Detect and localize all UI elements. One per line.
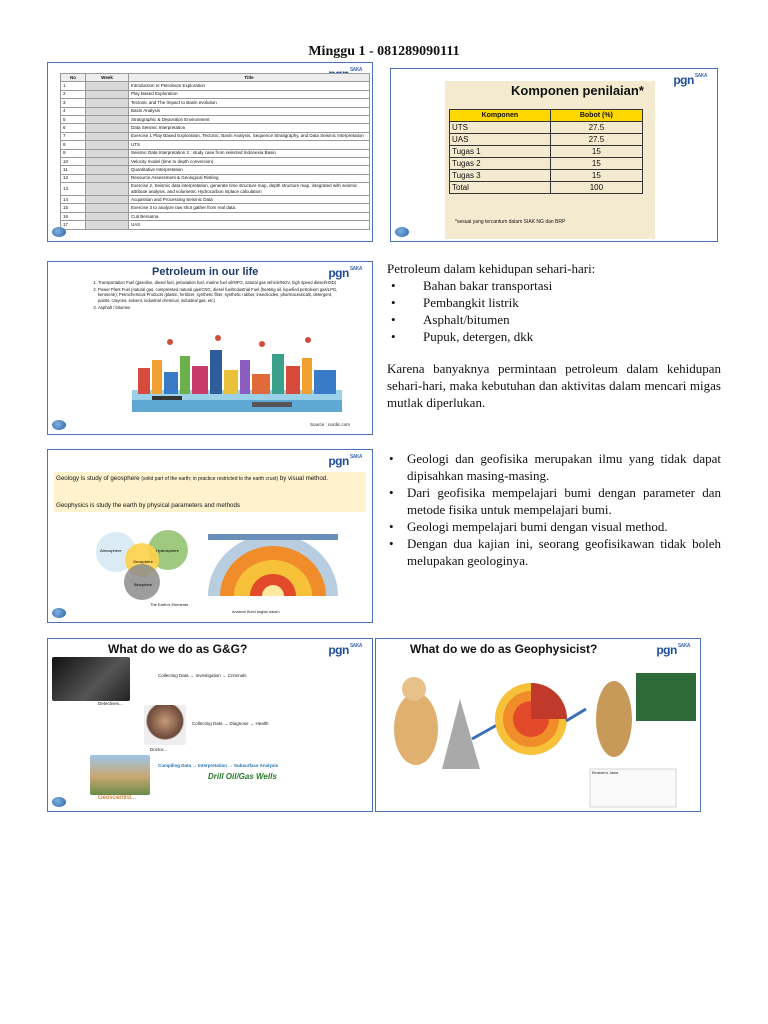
slide-week-table <box>47 62 373 242</box>
geophysicist-illustration <box>376 659 701 809</box>
detective-chain: Collecting Data → Investigation → Criminals <box>158 673 247 678</box>
row-title: Stratigraphic & Deposition Environment <box>129 115 370 123</box>
pgn-logo: pgnSAKA <box>328 643 362 657</box>
table-row <box>61 82 370 90</box>
list-item: 2. Power Plant Fuel (natural gas, compressed natural gas/CNG, diesel fuel/Industrial Fuel (heating oil, liquefied petroleum gas/LPG, kerosene); Petrochemical Products (plastic, fertilizer, synthetic fiber, synthetic rubber, insecticides, pharmaceuticals, detergent, paints, crayons, solvent, industrial chemical, industrial gas, etc) <box>98 287 338 303</box>
week-table <box>60 73 370 230</box>
row-title: Play Based Exploration <box>129 90 370 98</box>
row-title: Exercise 1 Play Based Exploration, Tectonic, Basin Analysis, Sequence Stratigraphy, and Data Seismic Interpretation <box>129 132 370 140</box>
pgn-logo: pgnSAKA <box>328 454 362 468</box>
table-row <box>61 132 370 140</box>
doctor-label: Doctor... <box>150 747 167 752</box>
row-number: 8 <box>61 141 86 149</box>
row-title: Data Seismic Interpretation <box>129 124 370 132</box>
petroleum-uses-list <box>90 280 338 312</box>
table-row <box>61 107 370 115</box>
page-title: Minggu 1 - 081289090111 <box>308 44 460 59</box>
row-week <box>86 149 129 157</box>
row-week <box>86 174 129 182</box>
petroleum-title: Petroleum in our life <box>152 266 259 278</box>
slide-gg <box>47 638 373 812</box>
table-row <box>61 183 370 196</box>
svg-text:Biosphere: Biosphere <box>134 582 153 587</box>
list-item: 1. Transportation Fuel (gasoline, diesel fuel, jet/aviation fuel, marine fuel oil/MFO, natural gas vehicle/NGV, high speed diesel/HSD) <box>98 280 338 285</box>
row-week <box>86 90 129 98</box>
row-title: UAS <box>129 221 370 229</box>
table-row <box>450 182 643 194</box>
pgn-logo: pgnSAKA <box>328 266 362 280</box>
row-number: 5 <box>61 115 86 123</box>
petroleum-paragraph: Karena banyaknya permintaan petroleum dalam kehidupan sehari-hari, maka kebutuhan dan aktivitas dalam mencari migas mutlak diperlukan. <box>387 361 721 410</box>
col-title: Title <box>129 74 370 82</box>
source-caption: Source : nordic.com <box>310 422 351 427</box>
row-week <box>86 107 129 115</box>
row-week <box>86 204 129 212</box>
row-number: 16 <box>61 212 86 220</box>
col-bobot: Bobot (%) <box>550 110 642 122</box>
row-number: 11 <box>61 166 86 174</box>
detective-label: Detectives... <box>98 701 123 706</box>
detective-photo <box>52 657 130 701</box>
row-number: 13 <box>61 183 86 196</box>
board-caption: Einstein's Jawa <box>592 771 619 775</box>
table-row <box>450 134 643 146</box>
komponen-title: Komponen penilaian* <box>511 83 644 98</box>
petroleum-bullets <box>387 277 721 345</box>
row-title: Tectonic and The Impact to Basin evolution <box>129 99 370 107</box>
komponen-name: Tugas 3 <box>450 170 551 182</box>
geo-text <box>385 450 721 569</box>
row-number: 10 <box>61 157 86 165</box>
row-number: 4 <box>61 107 86 115</box>
table-row <box>61 115 370 123</box>
list-item: • Dengan dua kajian ini, seorang geofisikawan tidak boleh melupakan geologinya. <box>385 535 721 569</box>
petroleum-text <box>387 260 721 411</box>
komponen-weight: 27.5 <box>550 122 642 134</box>
earth-cross-section <box>198 526 348 608</box>
row-week <box>86 132 129 140</box>
geoscientist-photo <box>90 755 150 795</box>
table-row <box>61 90 370 98</box>
petroleum-heading: Petroleum dalam kehidupan sehari-hari: <box>387 261 596 276</box>
komponen-name: Total <box>450 182 551 194</box>
row-number: 7 <box>61 132 86 140</box>
table-row <box>61 141 370 149</box>
table-row <box>61 221 370 229</box>
table-row <box>61 149 370 157</box>
table-row <box>61 174 370 182</box>
row-title: Seismic Data Interpretation 2 : study case from selected Indonesia Basin <box>129 149 370 157</box>
row-week <box>86 115 129 123</box>
komponen-weight: 100 <box>550 182 642 194</box>
svg-text:Geosphere: Geosphere <box>133 559 153 564</box>
list-item: 3. Asphalt / bitumen <box>98 305 338 310</box>
svg-text:Hydrosphere: Hydrosphere <box>156 548 179 553</box>
row-number: 15 <box>61 204 86 212</box>
col-komponen: Komponen <box>450 110 551 122</box>
row-title: Quantitative Interpretation <box>129 166 370 174</box>
cross-section-caption: Anatomi Bumi bagian dalam <box>232 610 280 614</box>
row-number: 12 <box>61 174 86 182</box>
table-row <box>61 99 370 107</box>
footer-logo-icon <box>52 420 66 430</box>
footer-logo-icon <box>52 608 66 618</box>
list-item: • Asphalt/bitumen <box>387 311 721 328</box>
geophysics-definition: Geophysics is study the earth by physical parameters and methods <box>56 502 240 509</box>
earth-elements-venn <box>88 530 198 602</box>
row-week <box>86 124 129 132</box>
pgn-logo: SAKA <box>349 67 362 73</box>
svg-text:Atmosphere: Atmosphere <box>100 548 122 553</box>
table-row <box>450 146 643 158</box>
venn-caption: The Earth's Elements <box>150 602 189 607</box>
geophysicist-title: What do we do as Geophysicist? <box>410 642 598 656</box>
row-title: Resource Assessment & Geological Risking <box>129 174 370 182</box>
gg-title: What do we do as G&G? <box>108 642 248 656</box>
row-week <box>86 166 129 174</box>
table-row <box>61 196 370 204</box>
list-item: • Geologi dan geofisika merupakan ilmu yang tidak dapat dipisahkan masing-masing. <box>385 450 721 484</box>
table-row <box>61 157 370 165</box>
komponen-weight: 15 <box>550 146 642 158</box>
list-item: • Geologi mempelajari bumi dengan visual method. <box>385 518 721 535</box>
row-title: Exercise 3 to analyze raw shot gather from real data. <box>129 204 370 212</box>
table-row <box>450 170 643 182</box>
table-row <box>450 122 643 134</box>
doctor-chain: Collecting Data → Diagnose → Health <box>192 721 269 726</box>
footer-logo-icon <box>52 797 66 807</box>
row-week <box>86 99 129 107</box>
row-number: 3 <box>61 99 86 107</box>
row-number: 17 <box>61 221 86 229</box>
table-row <box>61 212 370 220</box>
row-week <box>86 212 129 220</box>
drill-label: Drill Oil/Gas Wells <box>208 772 277 781</box>
table-row <box>450 158 643 170</box>
col-week: Week <box>86 74 129 82</box>
row-title: Velocity model (time to depth conversion) <box>129 157 370 165</box>
footer-logo-icon <box>52 227 66 237</box>
row-number: 2 <box>61 90 86 98</box>
slide-komponen <box>390 68 718 242</box>
list-item: • Bahan bakar transportasi <box>387 277 721 294</box>
row-week <box>86 221 129 229</box>
komponen-weight: 15 <box>550 170 642 182</box>
table-row <box>61 124 370 132</box>
row-week <box>86 82 129 90</box>
slide-geophysicist <box>375 638 701 812</box>
row-title: Exercise 2, Seismic data interpretation, generate time structure map, depth structure map, integrated with seismic attribute analysis, and volumetric Hydrocarbon inplace calculation <box>129 183 370 196</box>
doctor-photo <box>144 705 186 745</box>
slide-petroleum <box>47 261 373 435</box>
list-item: • Pembangkit listrik <box>387 294 721 311</box>
table-row <box>61 204 370 212</box>
row-title: Basin Analysis <box>129 107 370 115</box>
row-week <box>86 141 129 149</box>
row-week <box>86 196 129 204</box>
col-no: No <box>61 74 86 82</box>
row-week <box>86 157 129 165</box>
komponen-table <box>449 109 643 194</box>
geoscientist-chain: Compiling Data → Interpretation → Subsurface Analysis <box>158 763 279 768</box>
pgn-logo: pgnSAKA <box>673 73 707 87</box>
slide-geology <box>47 449 373 623</box>
pgn-logo: pgnSAKA <box>656 643 690 657</box>
row-week <box>86 183 129 196</box>
list-item: • Pupuk, detergen, dkk <box>387 328 721 345</box>
table-row <box>61 166 370 174</box>
komponen-name: UTS <box>450 122 551 134</box>
row-title: Acquisition and Processing Seismic Data <box>129 196 370 204</box>
row-number: 1 <box>61 82 86 90</box>
komponen-name: Tugas 2 <box>450 158 551 170</box>
row-title: UTS <box>129 141 370 149</box>
city-illustration <box>132 330 342 412</box>
komponen-weight: 27.5 <box>550 134 642 146</box>
list-item: • Dari geofisika mempelajari bumi dengan parameter dan metode fisika untuk mempelajari bumi. <box>385 484 721 518</box>
footer-logo-icon <box>395 227 409 237</box>
komponen-note: *sesuai yang tercantum dalam SIAK NG dan BRP <box>455 219 566 225</box>
row-title: Introduction to Petroleum Exploration <box>129 82 370 90</box>
row-number: 14 <box>61 196 86 204</box>
geology-definition: Geology is study of geosphere (solid part of the earth; in practice restricted to the earth crust) by visual method. <box>56 475 328 482</box>
row-title: Cuti Bersama <box>129 212 370 220</box>
row-number: 9 <box>61 149 86 157</box>
komponen-name: UAS <box>450 134 551 146</box>
row-number: 6 <box>61 124 86 132</box>
komponen-name: Tugas 1 <box>450 146 551 158</box>
komponen-weight: 15 <box>550 158 642 170</box>
geoscientist-label: Geoscientist... <box>98 795 137 801</box>
